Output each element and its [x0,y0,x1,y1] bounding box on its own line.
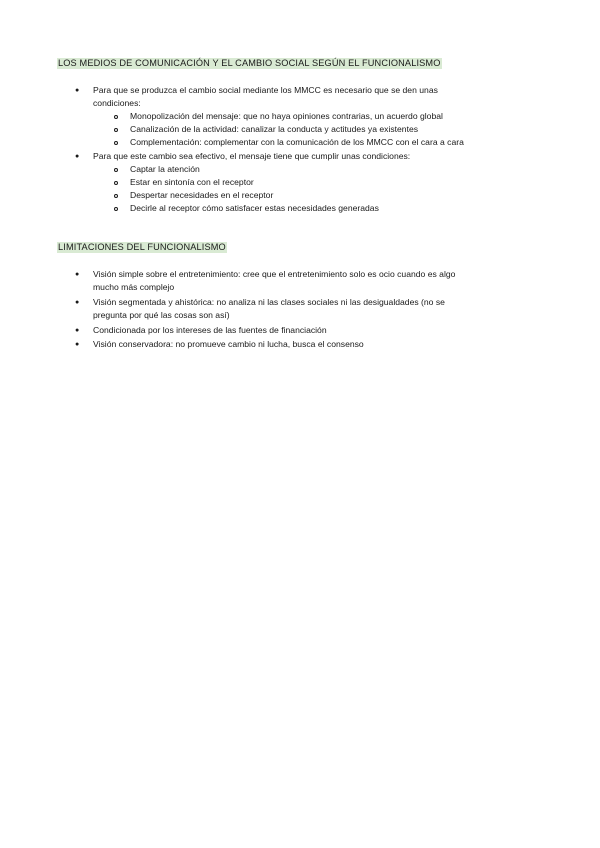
list-item-condiciones-line2: condiciones: [93,98,141,108]
bullet-icon: ● [75,153,80,160]
list-item-efectivo: Para que este cambio sea efectivo, el mensaje tiene que cumplir unas condiciones: [93,151,411,161]
sublist-item-decirle: Decirle al receptor cómo satisfacer estas necesidades generadas [130,203,379,213]
circle-bullet-icon [114,141,118,145]
bullet-icon: ● [75,299,80,306]
circle-bullet-icon [114,181,118,185]
list-item-entretenimiento-line2: mucho más complejo [93,282,175,292]
sublist-item-captar: Captar la atención [130,164,200,174]
bullet-icon: ● [75,87,80,94]
list-item-entretenimiento-line1: Visión simple sobre el entretenimiento: cree que el entretenimiento solo es ocio cuando es algo [93,269,456,279]
list-item-conservadora: Visión conservadora: no promueve cambio ni lucha, busca el consenso [93,339,364,349]
circle-bullet-icon [114,115,118,119]
list-item-segmentada-line2: pregunta por qué las cosas son así) [93,310,230,320]
sublist-item-complementacion: Complementación: complementar con la comunicación de los MMCC con el cara a cara [130,137,464,147]
bullet-icon: ● [75,271,80,278]
sublist-item-sintonia: Estar en sintonía con el receptor [130,177,254,187]
list-item-condiciones-line1: Para que se produzca el cambio social mediante los MMCC es necesario que se den unas [93,85,438,95]
bullet-icon: ● [75,341,80,348]
circle-bullet-icon [114,194,118,198]
sublist-item-canalizacion: Canalización de la actividad: canalizar la conducta y actitudes ya existentes [130,124,419,134]
list-item-segmentada-line1: Visión segmentada y ahistórica: no analiza ni las clases sociales ni las desigualdades (no se [93,297,445,307]
section-heading-limitaciones: LIMITACIONES DEL FUNCIONALISMO [58,242,226,252]
bullet-icon: ● [75,327,80,334]
sublist-item-monopolizacion: Monopolización del mensaje: que no haya opiniones contrarias, un acuerdo global [130,111,443,121]
sublist-item-despertar: Despertar necesidades en el receptor [130,190,274,200]
circle-bullet-icon [114,128,118,132]
list-item-condicionada: Condicionada por los intereses de las fuentes de financiación [93,325,327,335]
circle-bullet-icon [114,168,118,172]
section-heading-medios: LOS MEDIOS DE COMUNICACIÓN Y EL CAMBIO SOCIAL SEGÚN EL FUNCIONALISMO [58,58,441,68]
circle-bullet-icon [114,207,118,211]
